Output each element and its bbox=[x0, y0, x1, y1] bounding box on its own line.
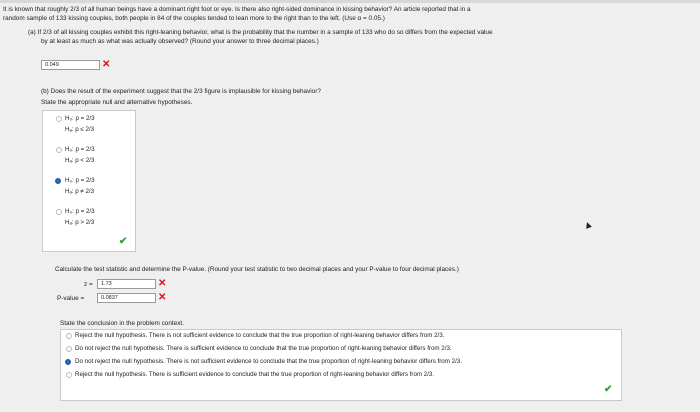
hypothesis-option-1-h0: H₀: p = 2/3 bbox=[65, 115, 95, 122]
hypothesis-option-2-ha: Hₐ: p < 2/3 bbox=[65, 157, 95, 164]
correct-icon: ✔ bbox=[119, 236, 128, 247]
conclusion-option-2-radio[interactable] bbox=[66, 346, 72, 352]
hypothesis-option-3-ha: Hₐ: p ≠ 2/3 bbox=[65, 188, 95, 195]
conclusion-options-panel bbox=[60, 329, 622, 401]
z-statistic-input[interactable]: 1.73 bbox=[97, 279, 156, 289]
conclusion-option-2[interactable] bbox=[61, 343, 621, 354]
hypothesis-option-3-h0: H₀: p = 2/3 bbox=[65, 177, 95, 184]
conclusion-option-4[interactable] bbox=[61, 369, 621, 380]
hypothesis-option-1-ha: Hₐ: p ≤ 2/3 bbox=[65, 126, 95, 133]
conclusion-option-2-label: Do not reject the null hypothesis. There is sufficient evidence to conclude that the true proportion of right-leaning behavior differs from 2/3. bbox=[75, 345, 452, 352]
conclusion-option-3[interactable] bbox=[61, 356, 621, 367]
hypothesis-option-4-ha: Hₐ: p > 2/3 bbox=[65, 219, 95, 226]
part-a-question-line-2: by at least as much as what was actually observed? (Round your answer to three decimal places.) bbox=[41, 38, 319, 45]
conclusion-option-1-label: Reject the null hypothesis. There is not sufficient evidence to conclude that the true proportion of right-leaning behavior differs from 2/3. bbox=[75, 332, 445, 339]
top-toolbar-strip bbox=[0, 0, 700, 3]
intro-line-2: random sample of 133 kissing couples, both people in 84 of the couples tended to lean more to the right than to the left. (Use α = 0.05.) bbox=[3, 15, 385, 22]
conclusion-option-1-radio[interactable] bbox=[66, 333, 72, 339]
incorrect-icon: ✕ bbox=[102, 59, 111, 70]
correct-icon: ✔ bbox=[604, 384, 613, 395]
incorrect-icon: ✕ bbox=[158, 278, 167, 289]
hypothesis-option-4-radio[interactable] bbox=[56, 209, 62, 215]
hypotheses-prompt: State the appropriate null and alternative hypotheses. bbox=[41, 99, 193, 106]
mouse-cursor-icon bbox=[584, 221, 592, 229]
part-a-question-line-1: (a) If 2/3 of all kissing couples exhibit this right-leaning behavior, what is the probability that the number in a sample of 133 who do so differs from the expected value bbox=[28, 29, 493, 36]
intro-line-1: It is known that roughly 2/3 of all human beings have a dominant right foot or eye. Is there also right-sided dominance in kissing behavior? An article reported that in a bbox=[3, 6, 471, 13]
part-b-question: (b) Does the result of the experiment suggest that the 2/3 figure is implausible for kissing behavior? bbox=[41, 88, 321, 95]
conclusion-option-4-radio[interactable] bbox=[66, 372, 72, 378]
hypothesis-option-2-radio[interactable] bbox=[56, 147, 62, 153]
hypothesis-option-1-radio[interactable] bbox=[56, 116, 62, 122]
conclusion-option-4-label: Reject the null hypothesis. There is sufficient evidence to conclude that the true proportion of right-leaning behavior differs from 2/3. bbox=[75, 371, 435, 378]
part-a-answer-input[interactable]: 0.049 bbox=[41, 60, 100, 70]
hypothesis-option-2-h0: H₀: p = 2/3 bbox=[65, 146, 95, 153]
incorrect-icon: ✕ bbox=[158, 292, 167, 303]
conclusion-option-3-label: Do not reject the null hypothesis. There is not sufficient evidence to conclude that the true proportion of right-leaning behavior differs from 2/3. bbox=[75, 358, 462, 365]
p-value-label: P-value = bbox=[57, 295, 85, 302]
hypotheses-options-panel bbox=[42, 110, 136, 252]
hypothesis-option-3-radio[interactable] bbox=[55, 178, 61, 184]
p-value-input[interactable]: 0.0837 bbox=[97, 293, 156, 303]
conclusion-option-3-radio[interactable] bbox=[65, 359, 71, 365]
test-statistic-prompt: Calculate the test statistic and determine the P-value. (Round your test statistic to two decimal places and your P-value to four decimal places.) bbox=[55, 266, 459, 273]
hypothesis-option-4-h0: H₀: p = 2/3 bbox=[65, 208, 95, 215]
z-label: z = bbox=[84, 281, 93, 288]
conclusion-prompt: State the conclusion in the problem context. bbox=[60, 320, 184, 327]
conclusion-option-1[interactable] bbox=[61, 330, 621, 341]
